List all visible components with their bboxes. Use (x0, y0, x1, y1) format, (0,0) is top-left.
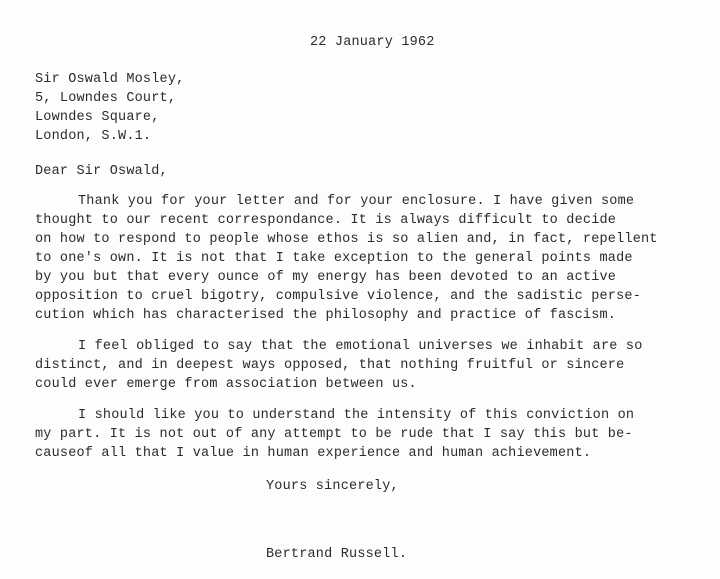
salutation: Dear Sir Oswald, (35, 164, 168, 179)
paragraph-line: by you but that every ounce of my energy has been devoted to an active (35, 270, 617, 285)
letter-date: 22 January 1962 (310, 35, 435, 50)
address-line: London, S.W.1. (35, 129, 152, 144)
address-line: 5, Lowndes Court, (35, 91, 177, 106)
paragraph-line: my part. It is not out of any attempt to be rude that I say this but be- (35, 427, 633, 442)
paragraph-line: thought to our recent correspondance. It is always difficult to decide (35, 213, 617, 228)
paragraph-line: I should like you to understand the intensity of this conviction on (78, 408, 635, 423)
paragraph-line: on how to respond to people whose ethos is so alien and, in fact, repellent (35, 232, 658, 247)
paragraph-line: Thank you for your letter and for your enclosure. I have given some (78, 194, 635, 209)
address-line: Lowndes Square, (35, 110, 160, 125)
closing: Yours sincerely, (266, 479, 399, 494)
paragraph-line: cution which has characterised the philosophy and practice of fascism. (35, 308, 617, 323)
paragraph-line: I feel obliged to say that the emotional universes we inhabit are so (78, 339, 643, 354)
signature: Bertrand Russell. (266, 547, 408, 562)
paragraph-line: causeof all that I value in human experience and human achievement. (35, 446, 592, 461)
recipient-name: Sir Oswald Mosley, (35, 72, 185, 87)
paragraph-line: opposition to cruel bigotry, compulsive violence, and the sadistic perse- (35, 289, 641, 304)
paragraph-line: to one's own. It is not that I take exception to the general points made (35, 251, 633, 266)
paragraph-line: could ever emerge from association between us. (35, 377, 417, 392)
paragraph-line: distinct, and in deepest ways opposed, that nothing fruitful or sincere (35, 358, 625, 373)
